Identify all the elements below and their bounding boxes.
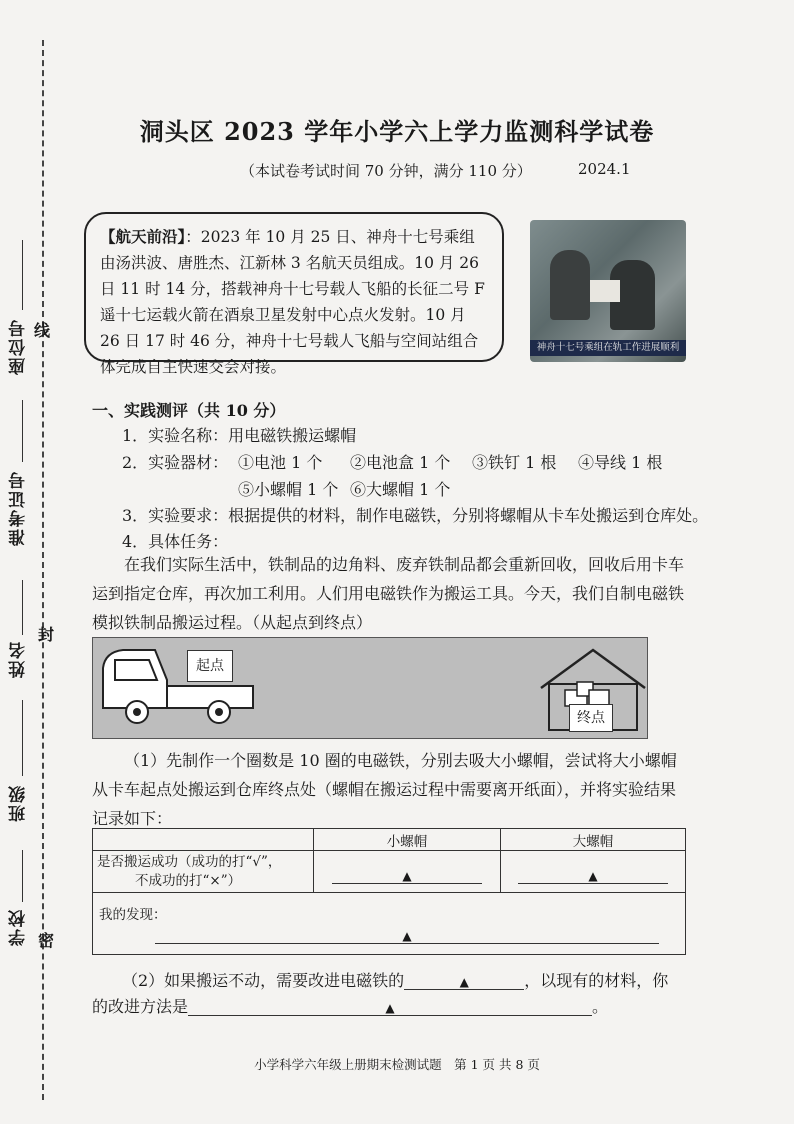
item-materials-label: 2．实验器材：: [122, 453, 229, 472]
margin-class-label: 班级: [9, 784, 29, 822]
q2-blank-2[interactable]: ▲: [188, 1001, 592, 1016]
school-underline[interactable]: [22, 850, 23, 902]
exam-subtitle: （本试卷考试时间 70 分钟，满分 110 分）: [240, 162, 532, 180]
question-2-line-1: [122, 968, 668, 991]
aerospace-news-box: [84, 212, 504, 376]
margin-seat-label: 座位号: [9, 318, 29, 375]
question-1-text: （1）先制作一个圈数是 10 圈的电磁铁，分别去吸大小螺帽，尝试将大小螺帽从卡车起点处搬运到仓库终点处（螺帽在搬运过程中需要离开纸面），并将实验结果记录如下：: [92, 751, 677, 828]
truck-warehouse-scene: [92, 637, 648, 739]
small-nut-answer[interactable]: [314, 851, 501, 893]
col-small-nut: 小螺帽: [314, 829, 501, 851]
news-body: ：2023 年 10 月 25 日、神舟十七号乘组由汤洪波、唐胜杰、江新林 3 名航天员组成。10 月 26 日 11 时 14 分，搭载神舟十七号载人飞船的长征二号 F 遥十七运载火箭在酒泉卫星发射中心点火发射。10 月 26 日 17 时 46 分，神舟十七号载人飞船与空间站组合体完成自主快速交会对接。: [100, 228, 485, 376]
item-requirements: 3．实验要求：根据提供的材料，制作电磁铁，分别将螺帽从卡车处搬运到仓库处。: [122, 506, 709, 525]
start-label: 起点: [187, 650, 233, 682]
small-nut-blank[interactable]: ▲: [332, 869, 482, 884]
news-heading: 【航天前沿】: [100, 227, 186, 246]
row-label-success: [93, 851, 314, 893]
material-4: ④导线 1 根: [578, 453, 663, 472]
margin-exam-id-label: 准考证号: [9, 470, 29, 546]
q2-text-part-1: （2）如果搬运不动，需要改进电磁铁的: [122, 971, 405, 990]
name-underline[interactable]: [22, 580, 23, 635]
q2-blank-1[interactable]: ▲: [404, 975, 524, 990]
material-3: ③铁钉 1 根: [472, 453, 557, 472]
class-underline[interactable]: [22, 700, 23, 776]
margin-school-label: 学校: [9, 908, 29, 946]
item-tasks: 4．具体任务：: [122, 532, 229, 551]
exam-id-underline[interactable]: [22, 400, 23, 462]
q2-text-part-3: 的改进方法是: [92, 997, 189, 1016]
big-nut-blank[interactable]: ▲: [518, 869, 668, 884]
row-label-line-2: 不成功的打“×”）: [135, 872, 242, 889]
exam-date: 2024.1: [578, 160, 631, 178]
item-experiment-name: 1．实验名称：用电磁铁搬运螺帽: [122, 426, 357, 445]
material-1: ①电池 1 个: [238, 453, 323, 472]
material-6: ⑥大螺帽 1 个: [350, 480, 451, 499]
task-paragraph: 在我们实际生活中，铁制品的边角料、废弃铁制品都会重新回收，回收后用卡车运到指定仓库，再次加工利用。人们用电磁铁作为搬运工具。今天，我们自制电磁铁模拟铁制品搬运过程。（从起点到终点）: [92, 555, 685, 632]
result-table: [92, 828, 686, 955]
truck-warehouse-drawing: [93, 638, 647, 738]
row-label-line-1: 是否搬运成功（成功的打“√”，: [97, 853, 282, 870]
discovery-label: 我的发现：: [99, 907, 167, 923]
margin-line-label: 线: [34, 321, 51, 340]
material-5: ⑤小螺帽 1 个: [238, 480, 339, 499]
question-2-line-2: [92, 994, 608, 1017]
table-corner: [93, 829, 314, 851]
material-2: ②电池盒 1 个: [350, 453, 451, 472]
q2-text-part-2: ，以现有的材料，你: [524, 971, 669, 990]
big-nut-answer[interactable]: [501, 851, 686, 893]
margin-secret-label: 密: [38, 931, 55, 950]
col-big-nut: 大螺帽: [501, 829, 686, 851]
section-heading: 一、实践测评（共 10 分）: [92, 401, 286, 420]
photo-caption: 神舟十七号乘组在轨工作进展顺利: [530, 340, 686, 356]
discovery-blank[interactable]: ▲: [155, 929, 659, 944]
margin-seal-label: 封: [38, 625, 55, 644]
end-label: 终点: [569, 704, 613, 732]
exam-title: 洞头区 2023 学年小学六上学力监测科学试卷: [139, 117, 655, 146]
margin-name-label: 姓名: [9, 640, 29, 678]
discovery-cell: [93, 893, 686, 955]
seat-underline[interactable]: [22, 240, 23, 310]
q2-period: 。: [592, 997, 609, 1016]
astronaut-photo: [530, 220, 686, 362]
page-footer: 小学科学六年级上册期末检测试题 第 1 页 共 8 页: [254, 1057, 540, 1072]
